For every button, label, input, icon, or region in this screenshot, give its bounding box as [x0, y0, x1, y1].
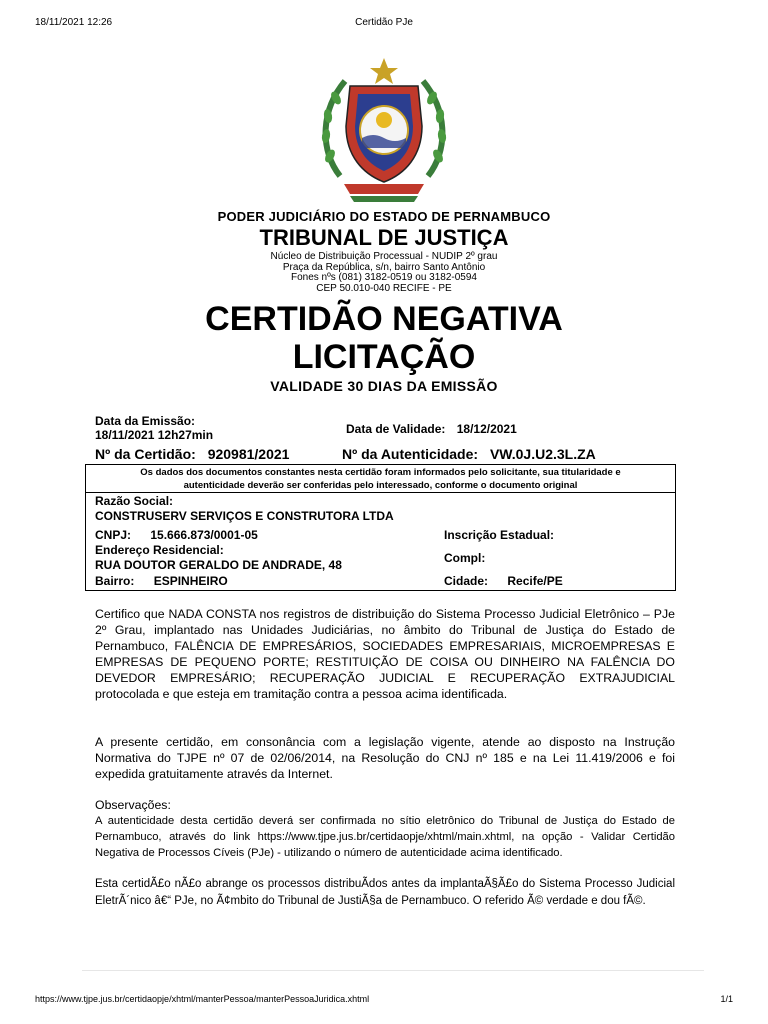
endereco-value: RUA DOUTOR GERALDO DE ANDRADE, 48 [95, 558, 342, 572]
certificate-value: 920981/2021 [207, 446, 290, 462]
bairro-row [95, 574, 228, 588]
endereco-label: Endereço Residencial: [95, 543, 224, 557]
compl-label: Compl: [444, 551, 486, 565]
cnpj-row [95, 528, 258, 542]
title-line-1: CERTIDÃO NEGATIVA [205, 300, 563, 338]
cidade-label: Cidade: [444, 574, 489, 588]
print-header [35, 17, 733, 28]
company-data-box [85, 464, 676, 591]
print-datetime: 18/11/2021 12:26 [35, 17, 113, 28]
title-line-2: LICITAÇÃO [292, 338, 476, 376]
bairro-value: ESPINHEIRO [153, 574, 228, 588]
observations-title: Observações: [95, 798, 171, 812]
ie-label: Inscrição Estadual: [444, 528, 555, 542]
notice-line: Os dados dos documentos constantes nesta certidão foram informados pelo solicitante, sua titularidade e [140, 467, 621, 478]
validity-label: Data de Validade: [346, 422, 446, 436]
razao-value: CONSTRUSERV SERVIÇOS E CONSTRUTORA LTDA [95, 509, 394, 523]
org-name: PODER JUDICIÁRIO DO ESTADO DE PERNAMBUCO [217, 209, 551, 224]
authenticity-value: VW.0J.U2.3L.ZA [489, 446, 596, 462]
tribunal-name: TRIBUNAL DE JUSTIÇA [259, 225, 509, 250]
certificate-label: Nº da Certidão: [95, 446, 196, 462]
validity-note: VALIDADE 30 DIAS DA EMISSÃO [270, 378, 498, 394]
print-title: Certidão PJe [355, 17, 413, 28]
address-line: CEP 50.010-040 RECIFE - PE [316, 282, 452, 294]
document-title [0, 300, 768, 376]
authenticity-paragraph: A autenticidade desta certidão deverá ser confirmada no sítio eletrônico do Tribunal de Justiça do Estado de Pernambuco, através do link https://www.tjpe.jus.br/certidaopje/xhtml/main.xhtml, na opção - Validar Certidão Negativa de Processos Cíveis (PJe) - utilizando o número de autenticidade acima identificado. [95, 815, 675, 859]
certification-paragraph: Certifico que NADA CONSTA nos registros de distribuição do Sistema Processo Judicial Eletrônico – PJe 2º Grau, implantado nas Unidades Judiciárias, no âmbito do Tribunal de Justiça do Estado de Pernambuco, FALÊNCIA DE EMPRESÁRIOS, SOCIEDADES EMPRESARIAIS, MICROEMPRESAS E EMPRESAS DE PEQUENO PORTE; RESTITUIÇÃO DE COISA OU DINHEIRO NA FALÊNCIA DO DEVEDOR EMPRESÁRIO; RECUPERAÇÃO JUDICIAL E RECUPERAÇÃO EXTRAJUDICIAL protocolada e que esteja em tramitação contra a pessoa acima identificada. [95, 607, 675, 701]
coat-of-arms-icon [310, 56, 458, 204]
authenticity-label: Nº da Autenticidade: [342, 446, 479, 462]
validity-date [346, 422, 517, 436]
validity-value: 18/12/2021 [456, 422, 517, 436]
page-number: 1/1 [720, 994, 733, 1004]
address-line: Praça da República, s/n, bairro Santo Antônio [282, 261, 486, 273]
address-line: Fones nºs (081) 3182-0519 ou 3182-0594 [290, 272, 477, 283]
print-url: https://www.tjpe.jus.br/certidaopje/xhtml/manterPessoa/manterPessoaJuridica.xhtml [35, 994, 370, 1004]
legal-basis-paragraph: A presente certidão, em consonância com a legislação vigente, atende ao disposto na Instrução Normativa do TJPE nº 07 de 02/06/2014, na Resolução do CNJ nº 185 e na Lei 11.419/2006 e foi expedida gratuitamente através da Internet. [95, 735, 675, 781]
emission-value: 18/11/2021 12h27min [95, 427, 214, 442]
cidade-value: Recife/PE [507, 574, 563, 588]
footer-divider [82, 970, 704, 971]
scope-paragraph: Esta certidÃ£o nÃ£o abrange os processos distribuÃdos antes da implantaÃ§Ã£o do Sistema Processo Judicial EletrÃ´nico â€“ PJe, no Ã¢mbito do Tribunal de JustiÃ§a de Pernambuco. O referido Ã© verdade e dou fÃ©. [95, 878, 675, 907]
print-footer [35, 994, 733, 1004]
cnpj-label: CNPJ: [95, 528, 132, 542]
notice-line: autenticidade deverão ser conferidas pelo interessado, conforme o documento original [183, 479, 578, 491]
certificate-numbers [95, 446, 675, 462]
bairro-label: Bairro: [95, 574, 135, 588]
cnpj-value: 15.666.873/0001-05 [150, 528, 258, 542]
emission-date [95, 415, 213, 442]
razao-label: Razão Social: [95, 494, 174, 508]
emission-label: Data da Emissão: [95, 414, 196, 428]
tribunal-address [0, 252, 768, 294]
cidade-row [444, 574, 563, 588]
address-line: Núcleo de Distribuição Processual - NUDIP 2º grau [270, 251, 498, 262]
data-notice [86, 465, 675, 493]
